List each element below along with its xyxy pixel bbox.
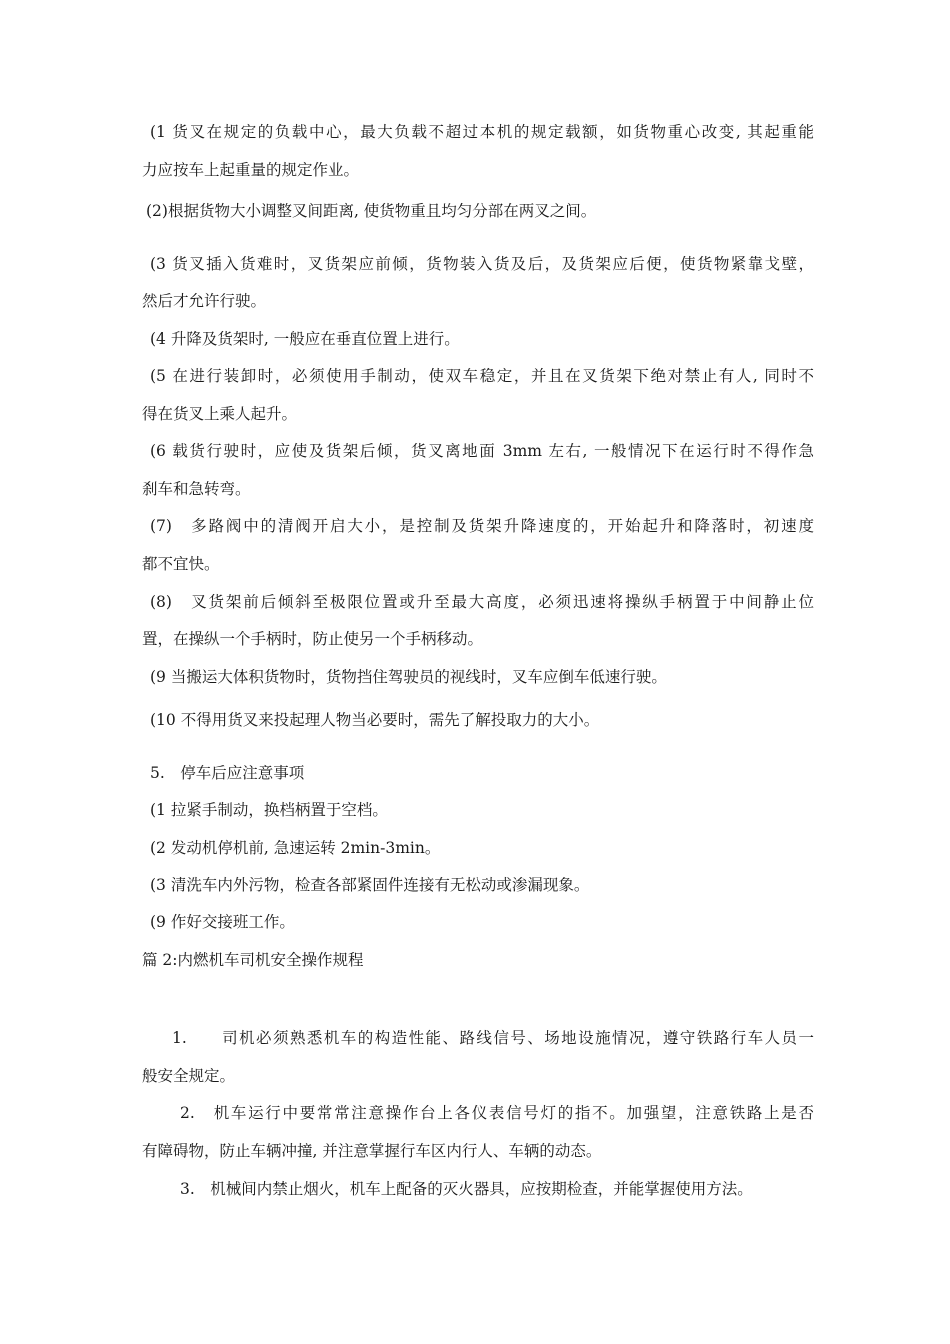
text-line: (3 清洗车内外污物，检查各部紧固件连接有无松动或渗漏现象。 [150, 876, 590, 894]
text-line: (3 货叉插入货难时，叉货架应前倾，货物装入货及后，及货架应后便，使货物紧靠戈壁， [150, 255, 814, 273]
text-line: (5 在进行装卸时，必须使用手制动，使双车稳定，并且在叉货架下绝对禁止有人, 同时不 [150, 367, 814, 385]
text-line: 3. 机械间内禁止烟火，机车上配备的灭火器具，应按期检查，并能掌握使用方法。 [180, 1180, 753, 1198]
text-line: 般安全规定。 [142, 1067, 236, 1085]
text-line: 得在货叉上乘人起升。 [142, 405, 298, 423]
text-line: 2. 机车运行中要常常注意操作台上各仪表信号灯的指不。加强望，注意铁路上是否 [180, 1104, 814, 1122]
text-line: (6 载货行驶时，应使及货架后倾，货叉离地面 3mm 左右, 一般情况下在运行时不得作急 [150, 442, 814, 460]
text-line: 有障碍物，防止车辆冲撞, 并注意掌握行车区内行人、车辆的动态。 [142, 1142, 602, 1160]
text-line: (10 不得用货叉来投起理人物当必要时，需先了解投取力的大小。 [150, 711, 600, 729]
text-line: (1 货叉在规定的负载中心，最大负载不超过本机的规定载额，如货物重心改变, 其起重能 [150, 123, 814, 141]
chapter-title: 篇 2:内燃机车司机安全操作规程 [142, 951, 364, 969]
text-line: (9 作好交接班工作。 [150, 913, 295, 931]
text-line: (2 发动机停机前, 急速运转 2min-3min。 [150, 839, 441, 857]
text-line: 刹车和急转弯。 [142, 480, 251, 498]
text-line: (9 当搬运大体积货物时，货物挡住驾驶员的视线时，叉车应倒车低速行驶。 [150, 668, 667, 686]
text-line: (4 升降及货架时, 一般应在垂直位置上进行。 [150, 330, 460, 348]
text-line: 置，在操纵一个手柄时，防止使另一个手柄移动。 [142, 630, 484, 648]
text-line: 1. 司机必须熟悉机车的构造性能、路线信号、场地设施情况，遵守铁路行车人员一 [172, 1029, 814, 1047]
text-line: (2)根据货物大小调整叉间距离, 使货物重且均匀分部在两叉之间。 [146, 202, 597, 220]
text-line: 力应按车上起重量的规定作业。 [142, 161, 360, 179]
text-line: (7) 多路阀中的清阀开启大小，是控制及货架升降速度的，开始起升和降落时，初速度 [150, 517, 814, 535]
section-heading: 5. 停车后应注意事项 [150, 764, 305, 782]
text-line: (1 拉紧手制动，换档柄置于空档。 [150, 801, 388, 819]
text-line: 都不宜快。 [142, 555, 220, 573]
text-line: 然后才允许行驶。 [142, 292, 267, 310]
text-line: (8) 叉货架前后倾斜至极限位置或升至最大高度，必须迅速将操纵手柄置于中间静止位 [150, 593, 814, 611]
